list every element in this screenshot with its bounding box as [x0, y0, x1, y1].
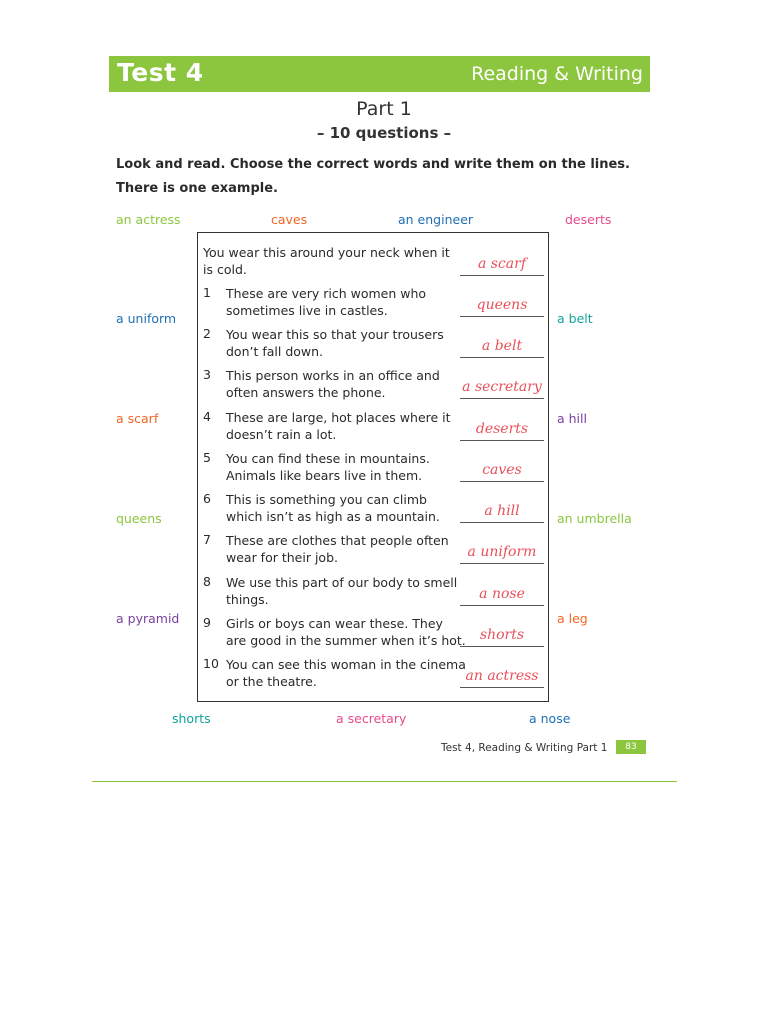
answer-field[interactable]: a belt: [481, 338, 523, 354]
word-a-hill: a hill: [557, 411, 587, 426]
question-number: 2: [203, 326, 211, 341]
section-title: Reading & Writing: [471, 63, 643, 85]
answer-field[interactable]: deserts: [475, 421, 529, 437]
example-answer[interactable]: a scarf: [477, 256, 527, 272]
word-a-scarf: a scarf: [116, 411, 159, 426]
instruction-line-1: Look and read. Choose the correct words and write them on the lines.: [116, 157, 630, 172]
answer-line: [460, 481, 544, 482]
question-text: These are large, hot places where it doesn’t rain a lot.: [226, 410, 451, 442]
example-text: You wear this around your neck when it is cold.: [203, 245, 450, 277]
answer-line: [460, 398, 544, 399]
question-number: 6: [203, 491, 211, 506]
footer-text: Test 4, Reading & Writing Part 1: [441, 742, 608, 754]
word-a-secretary: a secretary: [336, 711, 407, 726]
answer-field[interactable]: a secretary: [462, 379, 542, 395]
question-row: [198, 532, 548, 572]
answer-field[interactable]: an actress: [465, 668, 539, 684]
word-an-actress: an actress: [116, 212, 181, 227]
divider: [92, 781, 677, 782]
answer-field[interactable]: queens: [476, 297, 528, 313]
answer-line: [460, 357, 544, 358]
word-an-engineer: an engineer: [398, 212, 474, 227]
question-number: 8: [203, 574, 211, 589]
question-number: 10: [203, 656, 219, 671]
word-a-nose: a nose: [529, 711, 571, 726]
answer-line: [460, 605, 544, 606]
answer-line: [460, 522, 544, 523]
question-row: [198, 285, 548, 325]
word-a-uniform: a uniform: [116, 311, 177, 326]
word-caves: caves: [271, 212, 308, 227]
question-text: Girls or boys can wear these. They are good in the summer when it’s hot.: [226, 616, 466, 648]
question-number: 7: [203, 532, 211, 547]
question-row: [198, 409, 548, 449]
question-text: These are very rich women who sometimes live in castles.: [226, 286, 427, 318]
answer-field[interactable]: shorts: [479, 627, 525, 643]
answer-line: [460, 316, 544, 317]
word-a-leg: a leg: [557, 611, 588, 626]
answer-line: [460, 687, 544, 688]
word-deserts: deserts: [565, 212, 612, 227]
question-number: 5: [203, 450, 211, 465]
question-row: [198, 491, 548, 531]
part-subtitle: – 10 questions –: [316, 124, 452, 142]
answer-field[interactable]: caves: [482, 462, 522, 478]
word-an-umbrella: an umbrella: [557, 511, 632, 526]
word-a-pyramid: a pyramid: [116, 611, 180, 626]
question-text: You can find these in mountains. Animals like bears live in them.: [226, 451, 430, 483]
question-row: [198, 367, 548, 407]
question-text: You can see this woman in the cinema or the theatre.: [226, 657, 466, 689]
question-text: This person works in an office and often answers the phone.: [226, 368, 440, 400]
question-text: We use this part of our body to smell things.: [226, 575, 458, 607]
answer-line: [460, 440, 544, 441]
question-text: These are clothes that people often wear for their job.: [226, 533, 449, 565]
question-number: 1: [203, 285, 211, 300]
question-row: [198, 450, 548, 490]
answer-line: [460, 275, 544, 276]
question-text: You wear this so that your trousers don’t fall down.: [226, 327, 444, 359]
question-box: [197, 232, 549, 702]
question-row: [198, 656, 548, 696]
header-banner: [109, 56, 650, 92]
word-shorts: shorts: [172, 711, 211, 726]
word-queens: queens: [116, 511, 162, 526]
answer-field[interactable]: a nose: [479, 586, 525, 602]
question-row: [198, 615, 548, 655]
answer-line: [460, 563, 544, 564]
test-title: Test 4: [117, 58, 204, 87]
answer-field[interactable]: a hill: [484, 503, 520, 519]
answer-field[interactable]: a uniform: [467, 544, 537, 560]
part-title: Part 1: [356, 98, 412, 120]
example-row: [198, 244, 548, 284]
instruction-line-2: There is one example.: [116, 181, 278, 196]
question-number: 9: [203, 615, 211, 630]
question-text: This is something you can climb which isn’t as high as a mountain.: [226, 492, 440, 524]
question-row: [198, 574, 548, 614]
answer-line: [460, 646, 544, 647]
word-a-belt: a belt: [557, 311, 593, 326]
question-row: [198, 326, 548, 366]
page-number: 83: [616, 740, 646, 754]
question-number: 3: [203, 367, 211, 382]
question-number: 4: [203, 409, 211, 424]
